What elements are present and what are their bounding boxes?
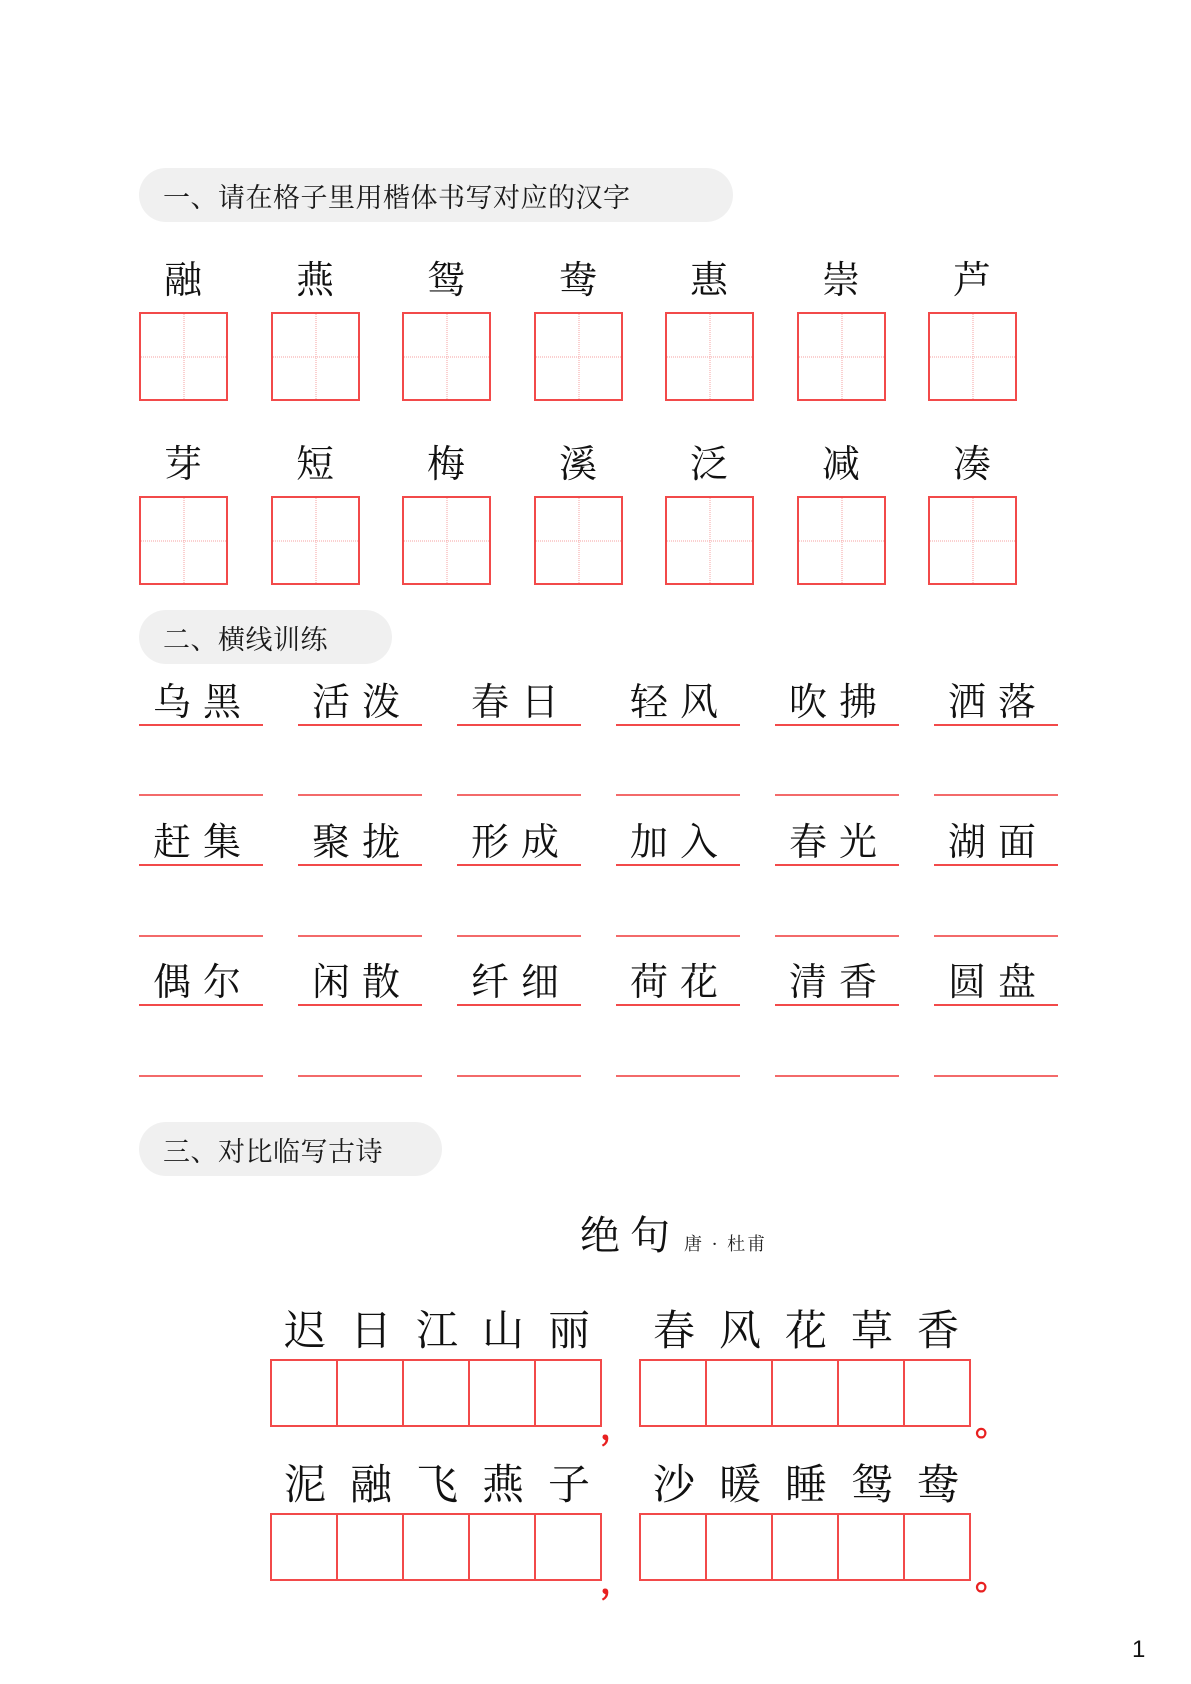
char-label: 泛: [689, 442, 728, 486]
guide-line: [709, 498, 710, 583]
period-mark: 。: [975, 1404, 1009, 1444]
writing-box[interactable]: [534, 312, 623, 401]
poem-author: 唐 · 杜甫: [684, 1234, 768, 1255]
word-item: [457, 796, 581, 866]
word-item: [139, 796, 263, 866]
writing-cell[interactable]: [470, 1515, 536, 1579]
word-text: 闲散: [312, 960, 413, 1004]
char-label: 鸯: [558, 258, 597, 302]
word-item: [457, 936, 581, 1006]
period-mark: 。: [975, 1558, 1009, 1598]
writing-cell[interactable]: [839, 1361, 905, 1425]
word-item: [775, 796, 899, 866]
word-text: 偶尔: [153, 960, 254, 1004]
poem-char: 鸯: [916, 1460, 959, 1509]
baseline: [934, 1004, 1058, 1006]
word-item: [139, 936, 263, 1006]
poem-char: 子: [547, 1460, 590, 1509]
guide-line: [709, 314, 710, 399]
baseline: [139, 724, 263, 726]
baseline: [139, 864, 263, 866]
guide-line: [183, 314, 184, 399]
char-label: 燕: [295, 258, 334, 302]
word-item: [298, 796, 422, 866]
poem-char: 风: [718, 1306, 761, 1355]
char-label: 芽: [163, 442, 202, 486]
writing-box[interactable]: [928, 312, 1017, 401]
guide-line: [841, 498, 842, 583]
word-item: [934, 936, 1058, 1006]
poem-char: 江: [415, 1306, 458, 1355]
writing-cell[interactable]: [905, 1515, 971, 1579]
writing-box[interactable]: [271, 496, 360, 585]
poem-char: 迟: [283, 1306, 326, 1355]
word-item: [775, 936, 899, 1006]
word-item: [616, 796, 740, 866]
poem-char: 泥: [283, 1460, 326, 1509]
section2-title: 二、横线训练: [163, 624, 328, 656]
word-text: 聚拢: [312, 820, 413, 864]
char-label: 梅: [426, 442, 465, 486]
writing-cell[interactable]: [272, 1361, 338, 1425]
guide-line: [841, 314, 842, 399]
word-text: 乌黑: [153, 680, 254, 724]
poem-char: 丽: [547, 1306, 590, 1355]
poem-char: 草: [850, 1306, 893, 1355]
poem-char: 山: [481, 1306, 524, 1355]
baseline: [457, 1004, 581, 1006]
guide-line: [446, 498, 447, 583]
word-text: 加入: [630, 820, 731, 864]
baseline: [616, 864, 740, 866]
poem-title: 绝句: [580, 1213, 680, 1259]
word-text: 春日: [471, 680, 572, 724]
poem-grid-1a: [270, 1359, 602, 1427]
word-text: 形成: [471, 820, 572, 864]
baseline: [934, 864, 1058, 866]
baseline: [775, 724, 899, 726]
writing-cell[interactable]: [641, 1515, 707, 1579]
poem-char: 鸳: [850, 1460, 893, 1509]
writing-box[interactable]: [665, 312, 754, 401]
char-label: 凑: [952, 442, 991, 486]
word-text: 春光: [789, 820, 890, 864]
baseline: [616, 724, 740, 726]
writing-box[interactable]: [534, 496, 623, 585]
guide-line: [578, 498, 579, 583]
guide-line: [183, 498, 184, 583]
baseline: [139, 1004, 263, 1006]
char-label: 崇: [821, 258, 860, 302]
writing-box[interactable]: [797, 496, 886, 585]
char-label: 鸳: [426, 258, 465, 302]
poem-grid-2b: [639, 1513, 971, 1581]
word-item: [298, 656, 422, 726]
word-text: 轻风: [630, 680, 731, 724]
poem-char: 春: [652, 1306, 695, 1355]
char-label: 芦: [952, 258, 991, 302]
writing-cell[interactable]: [773, 1361, 839, 1425]
writing-box[interactable]: [139, 496, 228, 585]
word-item: [775, 656, 899, 726]
writing-cell[interactable]: [338, 1361, 404, 1425]
baseline: [775, 864, 899, 866]
word-item: [934, 796, 1058, 866]
writing-cell[interactable]: [707, 1515, 773, 1579]
word-text: 吹拂: [789, 680, 890, 724]
poem-grid-2a: [270, 1513, 602, 1581]
writing-cell[interactable]: [905, 1361, 971, 1425]
writing-cell[interactable]: [839, 1515, 905, 1579]
writing-box[interactable]: [928, 496, 1017, 585]
writing-cell[interactable]: [641, 1361, 707, 1425]
poem-line-1-first-half: [272, 1306, 602, 1356]
baseline: [934, 724, 1058, 726]
word-item: [139, 656, 263, 726]
baseline: [457, 864, 581, 866]
writing-box[interactable]: [797, 312, 886, 401]
word-item: [457, 656, 581, 726]
guide-line: [578, 314, 579, 399]
word-text: 湖面: [948, 820, 1049, 864]
guide-line: [446, 314, 447, 399]
word-text: 活泼: [312, 680, 413, 724]
section1-title: 一、请在格子里用楷体书写对应的汉字: [163, 182, 631, 214]
word-text: 纤细: [471, 960, 572, 1004]
guide-line: [315, 498, 316, 583]
poem-char: 融: [349, 1460, 392, 1509]
guide-line: [972, 314, 973, 399]
poem-line-1-second-half: [641, 1306, 971, 1356]
baseline: [775, 1004, 899, 1006]
writing-cell[interactable]: [536, 1515, 602, 1579]
word-text: 荷花: [630, 960, 731, 1004]
guide-line: [972, 498, 973, 583]
poem-heading: [580, 1212, 767, 1260]
writing-cell[interactable]: [707, 1361, 773, 1425]
baseline: [298, 724, 422, 726]
writing-cell[interactable]: [404, 1361, 470, 1425]
writing-line[interactable]: [775, 1075, 899, 1077]
poem-line-2-second-half: [641, 1460, 971, 1510]
section3-header: [139, 1122, 442, 1176]
writing-line[interactable]: [616, 1075, 740, 1077]
poem-char: 日: [349, 1306, 392, 1355]
poem-char: 飞: [415, 1460, 458, 1509]
char-label: 惠: [689, 258, 728, 302]
page-number: 1: [1132, 1636, 1146, 1663]
writing-line[interactable]: [139, 1075, 263, 1077]
writing-cell[interactable]: [338, 1515, 404, 1579]
guide-line: [315, 314, 316, 399]
char-label: 融: [163, 258, 202, 302]
writing-box[interactable]: [665, 496, 754, 585]
word-text: 赶集: [153, 820, 254, 864]
writing-box[interactable]: [139, 312, 228, 401]
comma-mark: ，: [600, 1408, 634, 1448]
writing-line[interactable]: [457, 1075, 581, 1077]
baseline: [457, 724, 581, 726]
writing-line[interactable]: [298, 1075, 422, 1077]
baseline: [298, 864, 422, 866]
word-item: [298, 936, 422, 1006]
poem-char: 香: [916, 1306, 959, 1355]
writing-cell[interactable]: [470, 1361, 536, 1425]
char-label: 溪: [558, 442, 597, 486]
writing-cell[interactable]: [773, 1515, 839, 1579]
poem-grid-1b: [639, 1359, 971, 1427]
word-item: [934, 656, 1058, 726]
baseline: [616, 1004, 740, 1006]
word-item: [616, 936, 740, 1006]
writing-line[interactable]: [934, 1075, 1058, 1077]
word-item: [616, 656, 740, 726]
poem-char: 燕: [481, 1460, 524, 1509]
writing-cell[interactable]: [404, 1515, 470, 1579]
section1-header: [139, 168, 733, 222]
poem-char: 沙: [652, 1460, 695, 1509]
char-label: 短: [295, 442, 334, 486]
section3-title: 三、对比临写古诗: [163, 1136, 383, 1168]
poem-line-2-first-half: [272, 1460, 602, 1510]
writing-box[interactable]: [402, 496, 491, 585]
writing-box[interactable]: [402, 312, 491, 401]
char-label: 减: [821, 442, 860, 486]
poem-char: 睡: [784, 1460, 827, 1509]
word-text: 洒落: [948, 680, 1049, 724]
baseline: [298, 1004, 422, 1006]
poem-char: 花: [784, 1306, 827, 1355]
word-text: 圆盘: [948, 960, 1049, 1004]
poem-char: 暖: [718, 1460, 761, 1509]
word-text: 清香: [789, 960, 890, 1004]
writing-cell[interactable]: [272, 1515, 338, 1579]
comma-mark: ，: [600, 1562, 634, 1602]
writing-box[interactable]: [271, 312, 360, 401]
writing-cell[interactable]: [536, 1361, 602, 1425]
